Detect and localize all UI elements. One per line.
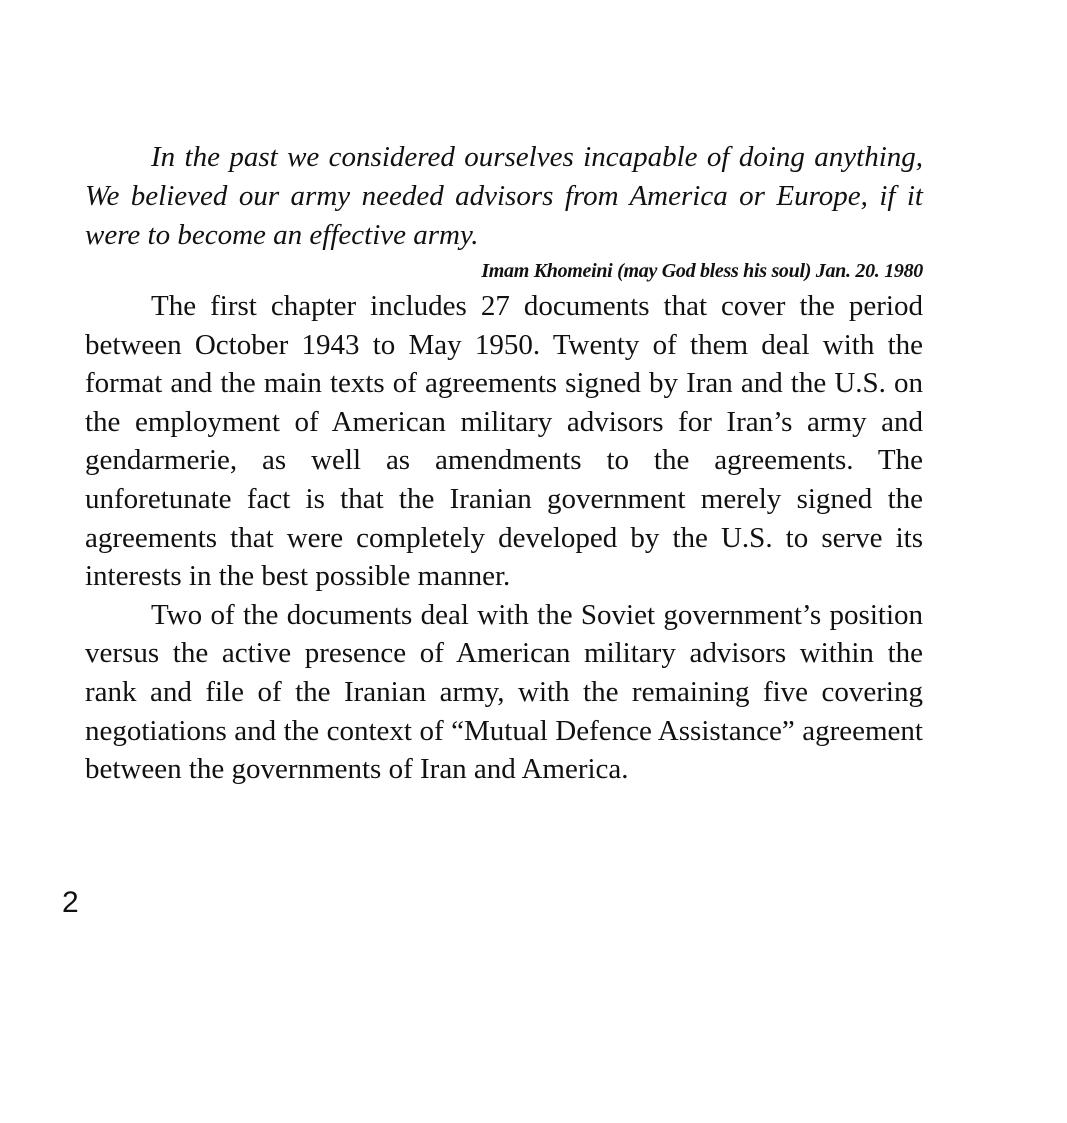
- epigraph-attribution: Imam Khomeini (may God bless his soul) Jan. 20. 1980: [481, 260, 923, 282]
- paragraph-soviet-position: Two of the documents deal with the Soviet government’s position versus the active presence of American military advisors within the rank and file of the Iranian army, with the remaining five covering negotiations and the context of “Mutual Defence Assistance” agreement between the governments of Iran and America.: [85, 598, 923, 786]
- page-number: 2: [62, 886, 79, 919]
- paragraph-first-chapter: The first chapter includes 27 documents that cover the period between October 1943 to May 1950. Twenty of them deal with the format and the main texts of agreements signed by Iran and the U.S. on the employment of American military advisors for Iran’s army and gendarmerie, as well as amendments to the agreements. The unforetunate fact is that the Iranian government merely signed the agreements that were completely developed by the U.S. to serve its interests in the best possible manner.: [85, 290, 923, 593]
- page-body: [85, 138, 923, 789]
- epigraph-quote: In the past we considered ourselves incapable of doing anything, We believed our army needed advisors from America or Europe, if it were to become an effective army.: [85, 141, 923, 251]
